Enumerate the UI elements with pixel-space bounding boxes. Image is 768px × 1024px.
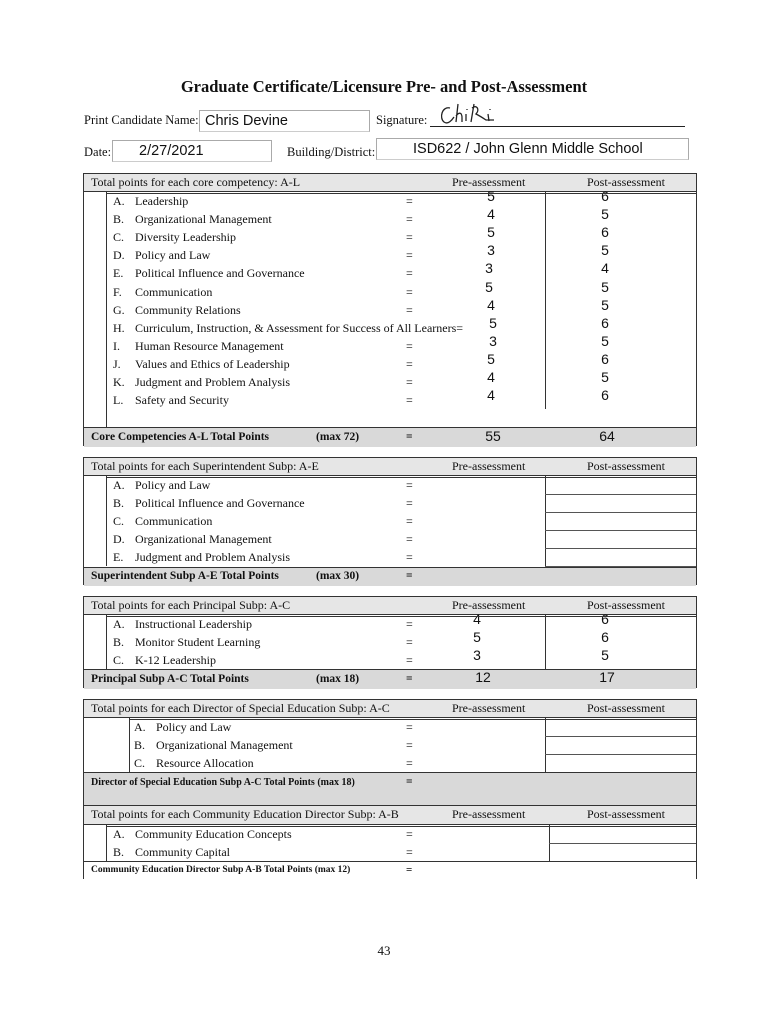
core-letter: I. bbox=[113, 338, 120, 353]
principal-table bbox=[83, 596, 697, 688]
core-equals: = bbox=[406, 338, 413, 353]
core-pre-score[interactable]: 4 bbox=[487, 206, 495, 223]
core-pre-score[interactable]: 3 bbox=[485, 260, 493, 277]
core-label: Safety and Security bbox=[135, 393, 229, 408]
community-header-rule bbox=[106, 826, 696, 827]
principal-total-row bbox=[84, 669, 696, 689]
core-pre-score[interactable]: 5 bbox=[487, 224, 495, 241]
superintendent-label: Communication bbox=[135, 514, 213, 528]
superintendent-heading: Total points for each Superintendent Subp: A-E bbox=[91, 459, 319, 473]
core-label: Policy and Law bbox=[135, 248, 211, 263]
sped-label: Organizational Management bbox=[156, 738, 293, 752]
community-letter: B. bbox=[113, 845, 125, 859]
core-letter: G. bbox=[113, 302, 125, 317]
pre-header: Pre-assessment bbox=[452, 598, 526, 612]
core-letter: B. bbox=[113, 212, 125, 227]
core-label: Organizational Management bbox=[135, 212, 272, 227]
core-equals: = bbox=[406, 194, 413, 208]
community-row-rule bbox=[549, 843, 696, 844]
core-pre-score[interactable]: 5 bbox=[489, 314, 497, 331]
sped-row bbox=[84, 754, 696, 772]
superintendent-row bbox=[84, 548, 696, 566]
principal-pre-score[interactable]: 5 bbox=[473, 629, 481, 645]
core-equals: = bbox=[406, 375, 413, 389]
document-title: Graduate Certificate/Licensure Pre- and Post-Assessment bbox=[180, 77, 588, 96]
post-header: Post-assessment bbox=[587, 701, 665, 715]
sped-total-row bbox=[84, 772, 696, 806]
core-equals: = bbox=[406, 266, 413, 281]
sped-letter: C. bbox=[134, 756, 146, 770]
sped-total-eq: = bbox=[406, 776, 413, 788]
sped-row bbox=[84, 718, 696, 736]
core-post-score[interactable]: 6 bbox=[601, 224, 609, 241]
principal-total-max: (max 18) bbox=[316, 673, 360, 685]
community-label: Community Capital bbox=[135, 845, 230, 859]
superintendent-total-eq: = bbox=[406, 570, 413, 582]
sped-header-rule bbox=[129, 719, 696, 720]
pre-header: Pre-assessment bbox=[452, 807, 526, 821]
core-label: Curriculum, Instruction, & Assessment for Success of All Learners= bbox=[135, 320, 464, 335]
community-row bbox=[84, 843, 696, 861]
candidate-name-field[interactable]: Chris Devine bbox=[199, 110, 370, 132]
superintendent-row bbox=[84, 476, 696, 494]
core-post-score[interactable]: 5 bbox=[601, 242, 609, 259]
core-letter: A. bbox=[113, 194, 125, 208]
core-total-post[interactable]: 64 bbox=[599, 428, 615, 444]
superintendent-row-rule bbox=[545, 548, 696, 549]
core-post-score[interactable]: 6 bbox=[601, 188, 609, 204]
core-label: Human Resource Management bbox=[135, 338, 284, 353]
core-inner-border bbox=[106, 192, 107, 427]
principal-post-score[interactable]: 5 bbox=[601, 647, 609, 663]
superintendent-total-row bbox=[84, 567, 696, 586]
core-equals: = bbox=[406, 393, 413, 408]
core-letter: D. bbox=[113, 248, 125, 263]
core-pre-score[interactable]: 4 bbox=[487, 369, 495, 385]
community-table-header bbox=[84, 806, 696, 825]
core-total-eq: = bbox=[406, 431, 413, 443]
community-total-row bbox=[84, 861, 696, 880]
sped-table-header bbox=[84, 700, 696, 718]
pre-header: Pre-assessment bbox=[452, 459, 526, 473]
principal-letter: C. bbox=[113, 653, 125, 667]
superintendent-label: Policy and Law bbox=[135, 478, 211, 492]
core-letter: F. bbox=[113, 284, 122, 299]
core-equals: = bbox=[406, 356, 413, 371]
community-label: Community Education Concepts bbox=[135, 827, 292, 841]
sped-letter: B. bbox=[134, 738, 146, 752]
core-post-score[interactable]: 6 bbox=[601, 350, 609, 367]
core-pre-score[interactable]: 5 bbox=[485, 278, 493, 295]
core-letter: C. bbox=[113, 230, 125, 245]
sped-equals: = bbox=[406, 756, 413, 770]
name-label: Print Candidate Name: bbox=[84, 113, 199, 127]
core-total-max: (max 72) bbox=[316, 431, 360, 443]
building-label: Building/District: bbox=[287, 145, 376, 159]
superintendent-letter: E. bbox=[113, 550, 124, 564]
core-pre-score[interactable]: 5 bbox=[487, 188, 495, 204]
superintendent-header-rule bbox=[106, 477, 696, 478]
core-column-divider bbox=[545, 192, 546, 409]
date-field[interactable]: 2/27/2021 bbox=[112, 140, 272, 162]
sped-row-rule bbox=[545, 736, 696, 737]
pre-header: Pre-assessment bbox=[452, 175, 526, 189]
post-header: Post-assessment bbox=[587, 175, 665, 189]
core-label: Leadership bbox=[135, 194, 189, 208]
core-post-score[interactable]: 5 bbox=[601, 296, 609, 313]
community-row bbox=[84, 825, 696, 843]
superintendent-letter: A. bbox=[113, 478, 125, 492]
community-heading: Total points for each Community Education Director Subp: A-B bbox=[91, 807, 399, 821]
superintendent-total-label: Superintendent Subp A-E Total Points bbox=[91, 570, 279, 582]
sped-row bbox=[84, 736, 696, 754]
post-header: Post-assessment bbox=[587, 598, 665, 612]
pre-header: Pre-assessment bbox=[452, 701, 526, 715]
superintendent-label: Political Influence and Governance bbox=[135, 496, 305, 510]
superintendent-row-rule bbox=[545, 494, 696, 495]
core-post-score[interactable]: 4 bbox=[601, 260, 609, 277]
superintendent-label: Organizational Management bbox=[135, 532, 272, 546]
superintendent-row bbox=[84, 494, 696, 512]
principal-total-pre[interactable]: 12 bbox=[475, 669, 491, 685]
superintendent-table-header bbox=[84, 458, 696, 476]
principal-row bbox=[84, 647, 696, 669]
principal-header-rule bbox=[106, 616, 696, 617]
core-letter: L. bbox=[113, 393, 124, 408]
principal-letter: A. bbox=[113, 617, 125, 631]
community-letter: A. bbox=[113, 827, 125, 841]
superintendent-equals: = bbox=[406, 514, 413, 528]
superintendent-equals: = bbox=[406, 478, 413, 492]
core-total-label: Core Competencies A-L Total Points bbox=[91, 431, 270, 443]
community-equals: = bbox=[406, 827, 413, 841]
core-letter: K. bbox=[113, 375, 125, 389]
core-post-score[interactable]: 5 bbox=[601, 332, 609, 349]
core-post-score[interactable]: 5 bbox=[601, 206, 609, 223]
sped-heading: Total points for each Director of Special Education Subp: A-C bbox=[91, 701, 390, 715]
core-post-score[interactable]: 6 bbox=[601, 314, 609, 331]
core-equals: = bbox=[406, 248, 413, 263]
principal-total-label: Principal Subp A-C Total Points bbox=[91, 673, 249, 685]
superintendent-column-divider bbox=[545, 476, 546, 566]
superintendent-table bbox=[83, 457, 697, 585]
special-education-table bbox=[83, 699, 697, 805]
superintendent-letter: C. bbox=[113, 514, 125, 528]
core-pre-score[interactable]: 3 bbox=[489, 332, 497, 349]
sped-total-label: Director of Special Education Subp A-C Total Points (max 18) bbox=[91, 777, 355, 788]
principal-inner-border bbox=[106, 615, 107, 669]
core-equals: = bbox=[406, 284, 413, 299]
principal-post-score[interactable]: 6 bbox=[601, 629, 609, 645]
sped-label: Policy and Law bbox=[156, 720, 232, 734]
sped-equals: = bbox=[406, 738, 413, 752]
core-label: Values and Ethics of Leadership bbox=[135, 356, 290, 371]
principal-label: Instructional Leadership bbox=[135, 617, 252, 631]
building-district-field[interactable]: ISD622 / John Glenn Middle School bbox=[376, 138, 689, 160]
principal-column-divider bbox=[545, 615, 546, 669]
principal-post-score[interactable]: 6 bbox=[601, 611, 609, 627]
community-total-label: Community Education Director Subp A-B Total Points (max 12) bbox=[91, 865, 351, 875]
core-pre-score[interactable]: 3 bbox=[487, 242, 495, 259]
superintendent-row bbox=[84, 530, 696, 548]
principal-total-eq: = bbox=[406, 673, 413, 685]
principal-pre-score[interactable]: 4 bbox=[473, 611, 481, 627]
community-inner-border bbox=[106, 825, 107, 861]
superintendent-letter: B. bbox=[113, 496, 125, 510]
core-letter: E. bbox=[113, 266, 124, 281]
core-total-row bbox=[84, 427, 696, 447]
principal-pre-score[interactable]: 3 bbox=[473, 647, 481, 663]
sped-letter: A. bbox=[134, 720, 146, 734]
core-post-score[interactable]: 5 bbox=[601, 369, 609, 385]
signature-image bbox=[436, 100, 506, 128]
core-post-score[interactable]: 5 bbox=[601, 278, 609, 295]
core-pre-score[interactable]: 4 bbox=[487, 296, 495, 313]
core-label: Communication bbox=[135, 284, 213, 299]
sped-column-divider bbox=[545, 718, 546, 772]
principal-letter: B. bbox=[113, 635, 125, 649]
post-header: Post-assessment bbox=[587, 807, 665, 821]
core-label: Political Influence and Governance bbox=[135, 266, 305, 281]
principal-equals: = bbox=[406, 635, 413, 649]
core-pre-score[interactable]: 4 bbox=[487, 387, 495, 404]
community-total-eq: = bbox=[406, 864, 413, 876]
superintendent-equals: = bbox=[406, 532, 413, 546]
principal-label: Monitor Student Learning bbox=[135, 635, 261, 649]
date-label: Date: bbox=[84, 145, 112, 159]
page-number: 43 bbox=[377, 943, 391, 958]
signature-label: Signature: bbox=[376, 113, 428, 127]
sped-label: Resource Allocation bbox=[156, 756, 254, 770]
superintendent-row-rule bbox=[545, 512, 696, 513]
superintendent-label: Judgment and Problem Analysis bbox=[135, 550, 290, 564]
core-equals: = bbox=[406, 230, 413, 245]
principal-label: K-12 Leadership bbox=[135, 653, 216, 667]
core-header-rule bbox=[106, 193, 696, 194]
core-equals: = bbox=[406, 212, 413, 227]
core-label: Community Relations bbox=[135, 302, 241, 317]
principal-equals: = bbox=[406, 653, 413, 667]
superintendent-row bbox=[84, 512, 696, 530]
principal-equals: = bbox=[406, 617, 413, 631]
core-letter: H. bbox=[113, 320, 125, 335]
core-label: Diversity Leadership bbox=[135, 230, 236, 245]
sped-inner-border bbox=[129, 718, 130, 772]
superintendent-letter: D. bbox=[113, 532, 125, 546]
superintendent-equals: = bbox=[406, 550, 413, 564]
superintendent-equals: = bbox=[406, 496, 413, 510]
principal-total-post[interactable]: 17 bbox=[599, 669, 615, 685]
principal-heading: Total points for each Principal Subp: A-C bbox=[91, 598, 291, 612]
post-header: Post-assessment bbox=[587, 459, 665, 473]
superintendent-inner-border bbox=[106, 476, 107, 566]
core-label: Judgment and Problem Analysis bbox=[135, 375, 290, 389]
core-heading: Total points for each core competency: A-L bbox=[91, 175, 301, 189]
community-equals: = bbox=[406, 845, 413, 859]
superintendent-total-max: (max 30) bbox=[316, 570, 360, 582]
sped-row-rule bbox=[545, 754, 696, 755]
core-total-pre[interactable]: 55 bbox=[485, 428, 501, 444]
community-education-table bbox=[83, 805, 697, 879]
superintendent-row-rule bbox=[545, 530, 696, 531]
core-equals: = bbox=[406, 302, 413, 317]
core-post-score[interactable]: 6 bbox=[601, 387, 609, 404]
core-letter: J. bbox=[113, 356, 121, 371]
core-competency-table bbox=[83, 173, 697, 446]
core-row bbox=[84, 387, 696, 409]
core-pre-score[interactable]: 5 bbox=[487, 350, 495, 367]
sped-equals: = bbox=[406, 720, 413, 734]
